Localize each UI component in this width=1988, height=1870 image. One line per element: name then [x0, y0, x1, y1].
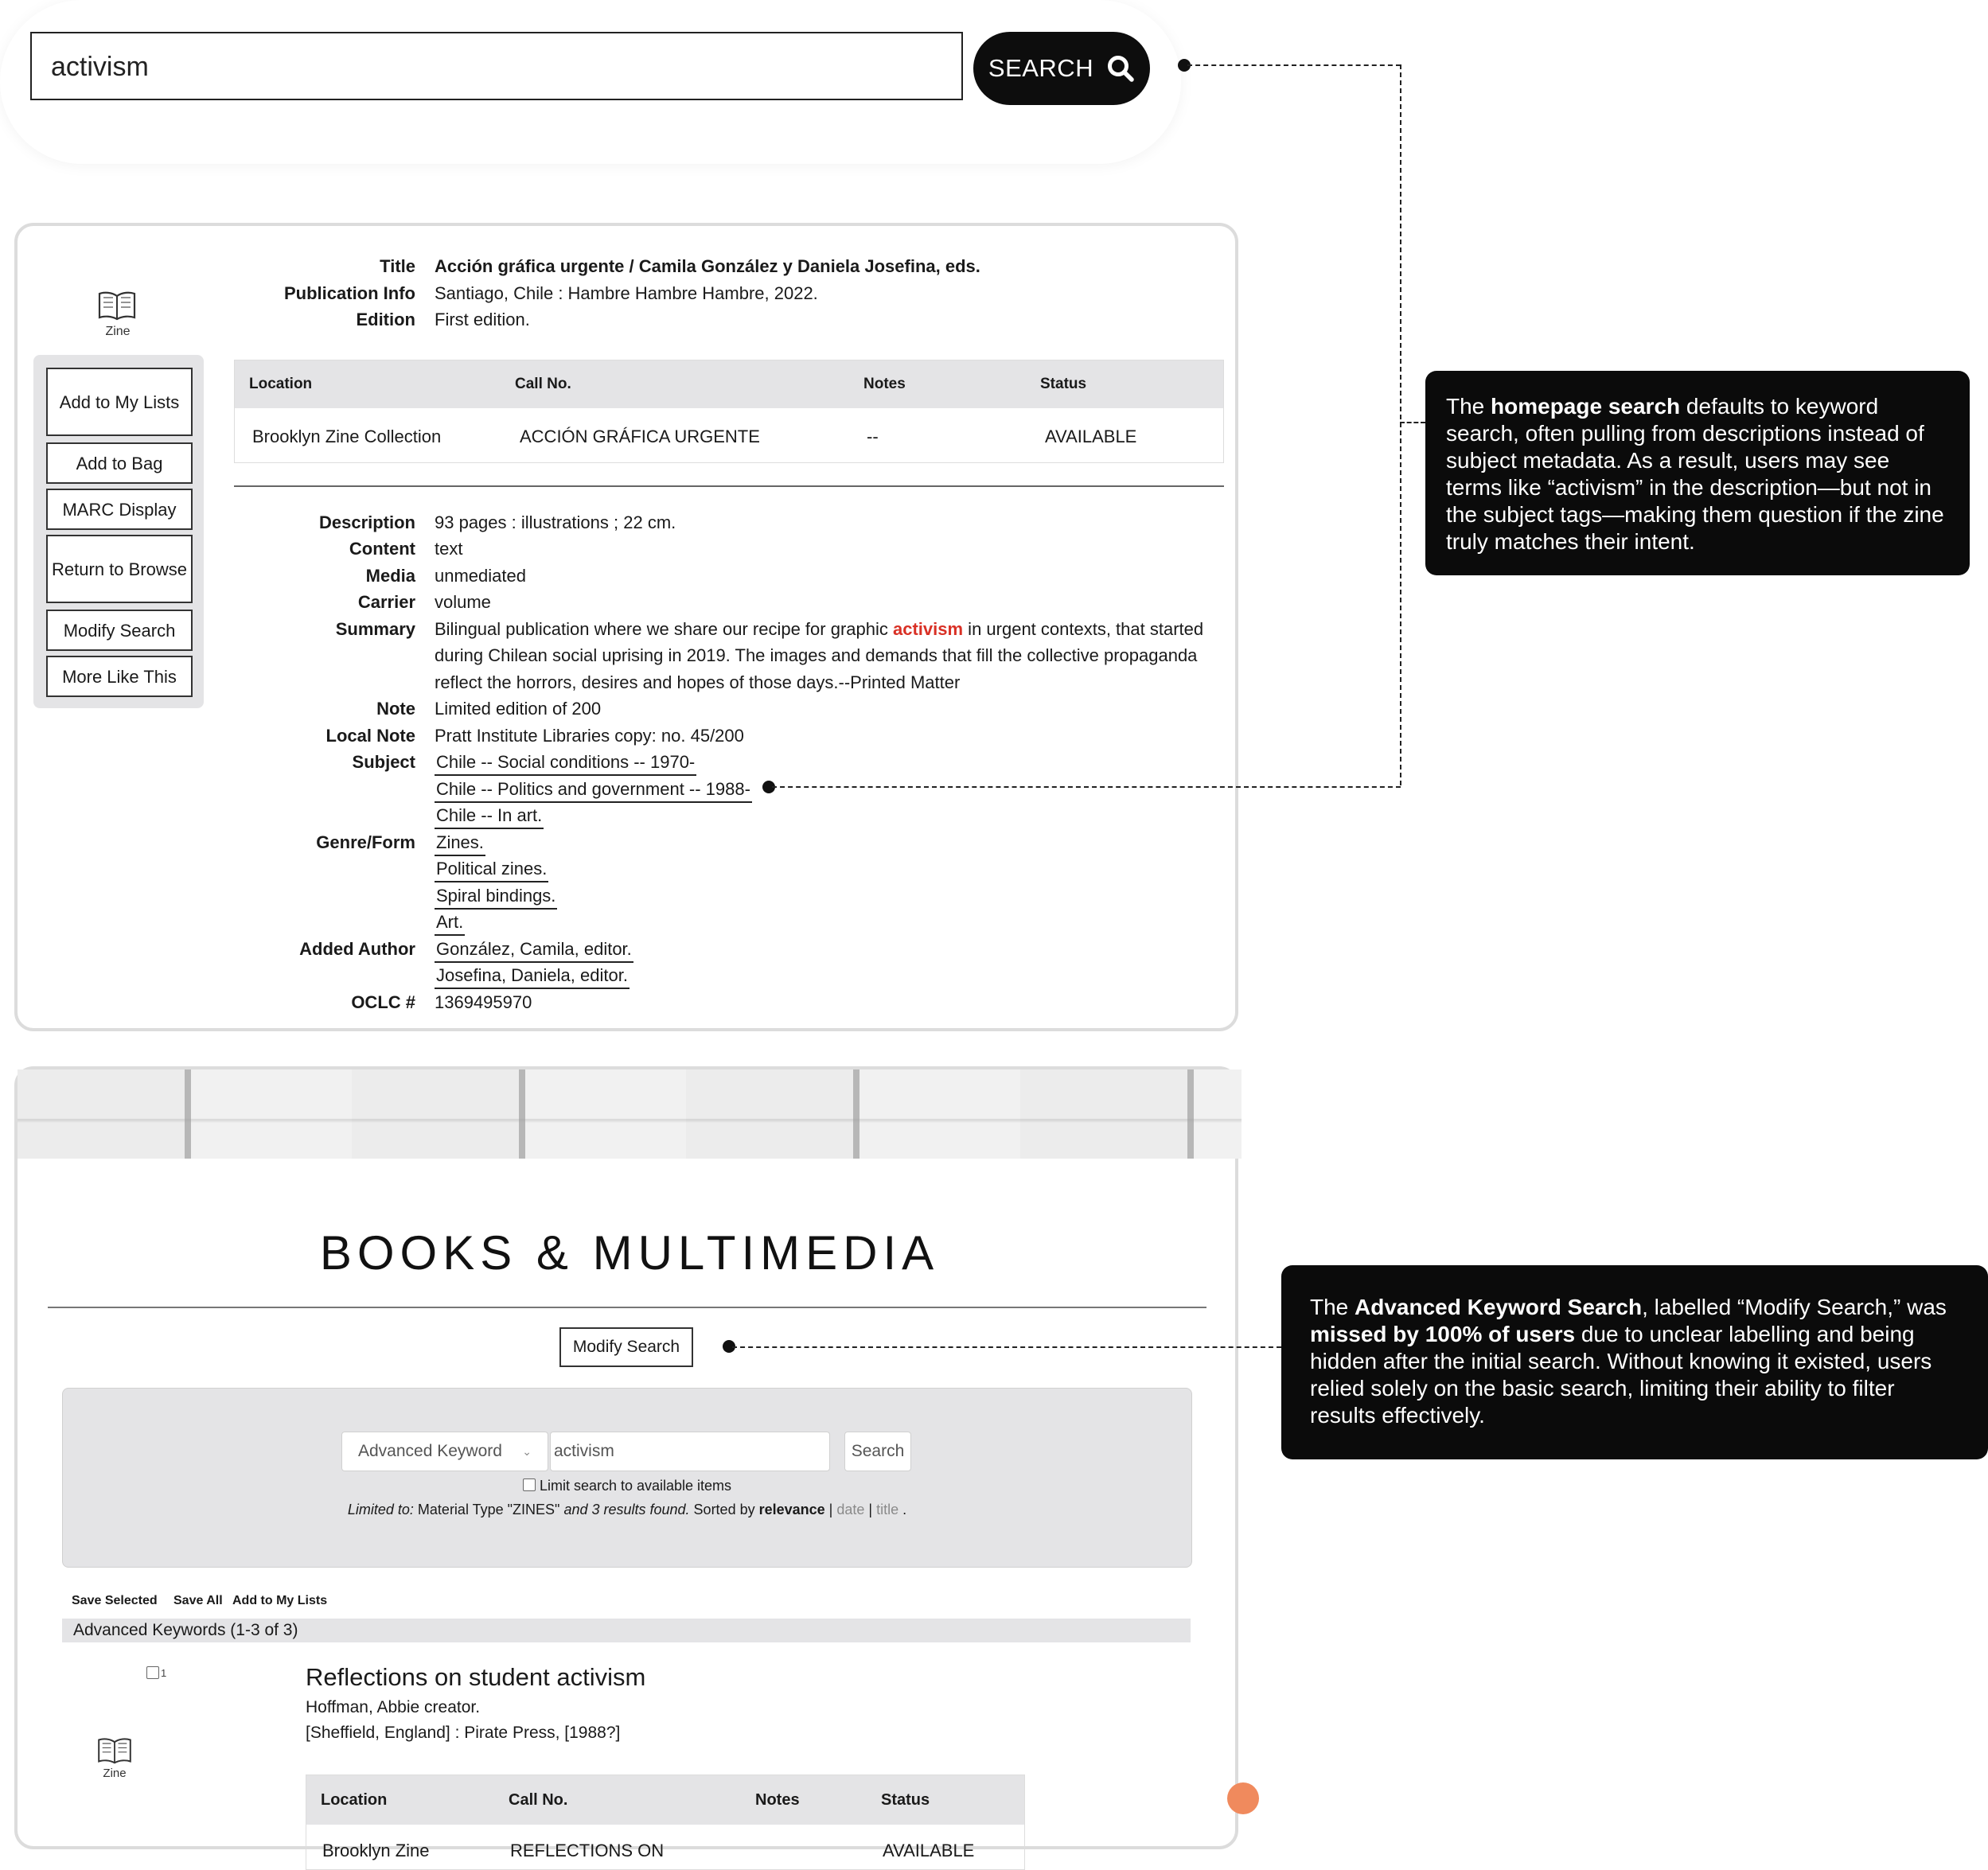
publication-info: Santiago, Chile : Hambre Hambre Hambre, 2022. [435, 283, 818, 303]
result-publisher: [Sheffield, England] : Pirate Press, [1988?] [306, 1724, 621, 1742]
carrier-value: volume [435, 592, 491, 612]
edition: First edition. [435, 310, 530, 329]
callout-advanced-search [1281, 1265, 1988, 1459]
connector-line [1400, 64, 1401, 785]
holdings-col-notes: Notes [863, 376, 906, 392]
page-heading: BOOKS & MULTIMEDIA [319, 1226, 940, 1280]
divider [234, 485, 1224, 487]
homepage-search-button[interactable] [973, 32, 1150, 105]
holdings-table [234, 360, 1224, 463]
local-note-value: Pratt Institute Libraries copy: no. 45/200 [435, 726, 744, 746]
holdings-notes: -- [867, 427, 879, 446]
results-found: and 3 results found. [559, 1502, 690, 1517]
add-to-my-lists-link[interactable]: Add to My Lists [232, 1594, 328, 1607]
advanced-search-form [62, 1388, 1192, 1568]
author-link[interactable]: Josefina, Daniela, editor. [435, 965, 630, 989]
search-results-card [14, 1066, 1238, 1860]
note-value: Limited edition of 200 [435, 699, 602, 719]
callout-bold: missed by 100% of users [1310, 1322, 1576, 1346]
format-label: Zine [103, 1767, 127, 1780]
genre-link[interactable]: Spiral bindings. [435, 886, 557, 910]
result-author: Hoffman, Abbie creator. [306, 1698, 481, 1716]
sort-separator: | [864, 1502, 877, 1517]
result-checkbox[interactable] [146, 1666, 159, 1679]
advanced-search-button[interactable]: Search [844, 1432, 911, 1471]
callout-homepage-search [1425, 371, 1970, 575]
limit-available-label: Limit search to available items [539, 1478, 732, 1494]
holdings-call-number: ACCIÓN GRÁFICA URGENTE [520, 427, 760, 446]
summary-line: reflect the horrors, desires and hopes of those days.--Printed Matter [435, 672, 961, 692]
field-label: Carrier [357, 592, 415, 612]
search-button-label: SEARCH [988, 54, 1094, 82]
save-selected-link[interactable]: Save Selected [72, 1594, 158, 1607]
search-icon [1106, 54, 1135, 83]
sort-title-link[interactable]: title [876, 1502, 899, 1517]
genre-link[interactable]: Zines. [435, 832, 485, 856]
results-list-header: Advanced Keywords (1-3 of 3) [62, 1619, 1191, 1642]
modify-search-button[interactable]: Modify Search [559, 1327, 693, 1367]
chevron-down-icon: ⌄ [522, 1444, 532, 1458]
add-to-bag-button[interactable]: Add to Bag [46, 442, 193, 484]
search-type-select[interactable] [341, 1432, 548, 1471]
holdings-col-notes: Notes [755, 1791, 800, 1809]
media-value: unmediated [435, 566, 526, 586]
description-value: 93 pages : illustrations ; 22 cm. [435, 512, 676, 532]
limit-available-row [63, 1478, 1191, 1494]
holdings-call-number: REFLECTIONS ON [510, 1841, 665, 1860]
homepage-search-input[interactable]: activism [30, 32, 963, 100]
callout-text: The [1446, 394, 1491, 419]
save-all-link[interactable]: Save All [173, 1594, 223, 1607]
author-link[interactable]: González, Camila, editor. [435, 939, 633, 963]
add-to-my-lists-button[interactable]: Add to My Lists [46, 368, 193, 436]
field-label: Content [349, 539, 415, 559]
field-label: Title [380, 256, 415, 276]
callout-text: defaults to keyword search, often pulling from descriptions instead of subject metadata. As a result, users may see terms like “activism” in the description—but not in the subject tags—making them question if the zine truly matches their intent. [1446, 394, 1944, 554]
field-label: Description [318, 512, 415, 532]
subject-link[interactable]: Chile -- Politics and government -- 1988- [435, 779, 752, 803]
record-title: Acción gráfica urgente / Camila González y Daniela Josefina, eds. [435, 256, 980, 276]
genre-link[interactable]: Art. [435, 912, 465, 936]
limited-material: Material Type "ZINES" [413, 1502, 560, 1517]
sorted-by-label: Sorted by [689, 1502, 759, 1517]
limited-to-text [63, 1502, 1191, 1518]
sort-end: . [898, 1502, 907, 1517]
holdings-status: AVAILABLE [883, 1841, 975, 1860]
summary-line [435, 619, 1203, 640]
heading-divider [48, 1307, 1206, 1308]
summary-text: Bilingual publication where we share our recipe for graphic [435, 619, 893, 639]
limited-to-label: Limited to: [347, 1502, 414, 1517]
result-number: 1 [161, 1666, 167, 1679]
search-type-value: Advanced Keyword [358, 1442, 502, 1460]
callout-bold: homepage search [1491, 394, 1681, 419]
return-to-browse-button[interactable]: Return to Browse [46, 535, 193, 603]
holdings-col-location: Location [249, 376, 313, 392]
field-label: Local Note [325, 726, 415, 746]
advanced-search-input[interactable]: activism [550, 1432, 830, 1471]
sort-relevance: relevance [758, 1502, 825, 1517]
limit-available-checkbox[interactable] [523, 1478, 536, 1491]
format-label: Zine [105, 325, 131, 338]
callout-text: , labelled “Modify Search,” was [1642, 1295, 1947, 1319]
genre-link[interactable]: Political zines. [435, 859, 548, 882]
field-label: Summary [335, 619, 415, 639]
field-label: Edition [356, 310, 415, 329]
result-title-link[interactable]: Reflections on student activism [306, 1663, 646, 1691]
sort-separator: | [824, 1502, 837, 1517]
book-icon [97, 290, 137, 321]
field-label: Publication Info [284, 283, 415, 303]
search-term-highlight: activism [893, 619, 964, 639]
callout-bold: Advanced Keyword Search [1355, 1295, 1643, 1319]
content-value: text [435, 539, 463, 559]
marc-display-button[interactable]: MARC Display [46, 489, 193, 530]
subject-link[interactable]: Chile -- In art. [435, 805, 544, 829]
field-label: Added Author [299, 939, 415, 959]
holdings-location: Brooklyn Zine Collection [252, 427, 442, 446]
field-label: Genre/Form [316, 832, 415, 852]
modify-search-button[interactable]: Modify Search [46, 610, 193, 651]
holdings-col-callno: Call No. [515, 376, 571, 392]
floating-chat-button[interactable] [1227, 1782, 1259, 1814]
more-like-this-button[interactable]: More Like This [46, 656, 193, 697]
holdings-location: Brooklyn Zine [322, 1841, 430, 1860]
sort-date-link[interactable]: date [836, 1502, 865, 1517]
holdings-status: AVAILABLE [1045, 427, 1137, 446]
connector-line [1187, 64, 1401, 66]
result-holdings-table [306, 1775, 1025, 1870]
summary-text: in urgent contexts, that started [963, 619, 1204, 639]
connector-line [732, 1346, 1281, 1348]
holdings-col-location: Location [321, 1791, 388, 1809]
holdings-col-status: Status [881, 1791, 930, 1809]
oclc-value: 1369495970 [435, 992, 532, 1012]
book-icon [96, 1736, 133, 1765]
holdings-col-status: Status [1040, 376, 1087, 392]
summary-line: during Chilean social uprising in 2019. The images and demands that fill the collective propaganda [435, 645, 1198, 665]
callout-text: due to unclear labelling and being hidden after the initial search. Without knowing it existed, users relied solely on the basic search, limiting their ability to filter results effectively. [1310, 1322, 1932, 1428]
field-label: Note [376, 699, 415, 719]
subject-link[interactable]: Chile -- Social conditions -- 1970- [435, 752, 696, 776]
field-label: Media [365, 566, 415, 586]
record-detail-card [14, 223, 1238, 1031]
holdings-col-callno: Call No. [509, 1791, 568, 1809]
connector-line [772, 786, 1401, 788]
callout-text: The [1310, 1295, 1355, 1319]
field-label: OCLC # [351, 992, 415, 1012]
result-select [146, 1666, 166, 1679]
field-label: Subject [352, 752, 415, 772]
connector-line [1400, 422, 1425, 423]
brick-banner-image [18, 1069, 1242, 1159]
